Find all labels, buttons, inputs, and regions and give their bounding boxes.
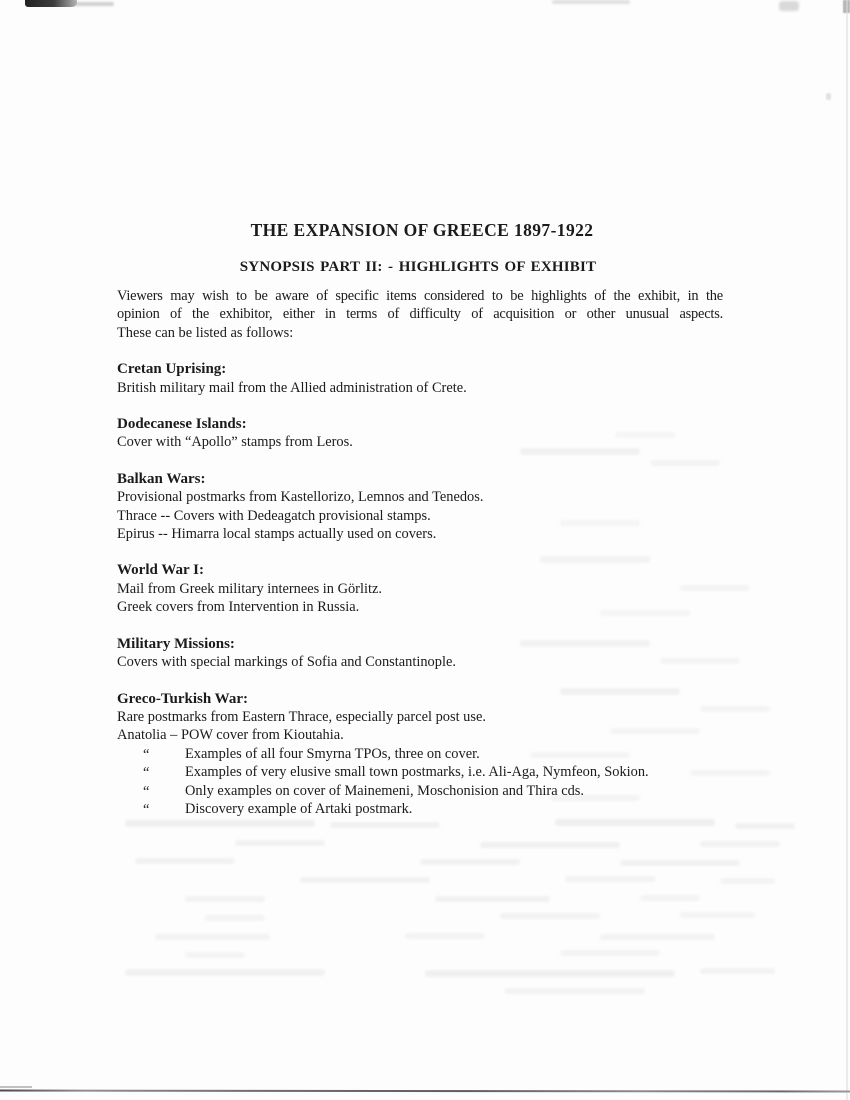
noise-fragment <box>565 876 655 882</box>
section-heading: Balkan Wars: <box>117 470 206 487</box>
section-line: Covers with special markings of Sofia and Constantinople. <box>117 654 456 671</box>
section-line: Cover with “Apollo” stamps from Leros. <box>117 434 353 451</box>
noise-fragment <box>330 822 440 828</box>
noise-fragment <box>560 950 660 956</box>
noise-fragment <box>640 895 700 901</box>
section-heading: World War I: <box>117 562 204 579</box>
section-line: Epirus -- Himarra local stamps actually used on covers. <box>117 526 437 543</box>
noise-fragment <box>155 934 270 940</box>
section-cretan-uprising <box>117 360 723 397</box>
section-military-missions <box>117 635 723 672</box>
noise-fragment <box>500 913 600 919</box>
noise-fragment <box>735 823 795 829</box>
scan-artifact-top-smudge <box>552 0 630 4</box>
scan-artifact-top-left <box>25 0 77 7</box>
section-heading: Cretan Uprising: <box>117 361 227 378</box>
section-line: British military mail from the Allied administration of Crete. <box>117 379 467 396</box>
section-dodecanese-islands <box>117 415 723 452</box>
ditto-text: Examples of all four Smyrna TPOs, three on cover. <box>185 745 480 762</box>
intro-paragraph <box>117 287 723 342</box>
ditto-line <box>117 782 723 800</box>
scan-artifact-bottom-stub <box>0 1086 32 1088</box>
document-title: THE EXPANSION OF GREECE 1897-1922 <box>250 219 594 240</box>
intro-line: opinion of the exhibitor, either in terms of difficulty of acquisition or other unusual aspects. <box>117 306 723 323</box>
noise-fragment <box>700 968 775 974</box>
ditto-text: Only examples on cover of Mainemeni, Moschonision and Thira cds. <box>185 782 584 799</box>
noise-fragment <box>680 912 755 918</box>
section-balkan-wars <box>117 470 723 544</box>
section-world-war-i <box>117 561 723 616</box>
noise-fragment <box>420 859 520 865</box>
scan-artifact-right-edge <box>846 0 848 1100</box>
intro-line: Viewers may wish to be aware of specific items considered to be highlights of the exhibit, in the <box>117 288 723 304</box>
section-line: Rare postmarks from Eastern Thrace, especially parcel post use. <box>117 708 486 725</box>
section-heading: Greco-Turkish War: <box>117 690 248 707</box>
noise-fragment <box>405 933 485 939</box>
ditto-text: Discovery example of Artaki postmark. <box>185 800 413 817</box>
noise-fragment <box>555 819 715 826</box>
noise-fragment <box>185 952 245 958</box>
noise-fragment <box>435 896 550 902</box>
ditto-mark: “ <box>143 801 150 818</box>
noise-fragment <box>505 988 645 994</box>
scan-artifact-bottom-edge <box>0 1090 850 1093</box>
noise-fragment <box>700 841 780 847</box>
intro-line: These can be listed as follows: <box>117 324 294 341</box>
scan-artifact-top-smudge <box>779 1 799 11</box>
noise-fragment <box>135 858 235 864</box>
ditto-mark: “ <box>143 746 150 763</box>
section-greco-turkish-war <box>117 690 723 819</box>
section-line: Provisional postmarks from Kastellorizo, Lemnos and Tenedos. <box>117 489 484 506</box>
section-heading: Military Missions: <box>117 635 235 652</box>
noise-fragment <box>235 840 325 846</box>
section-line: Mail from Greek military internees in Görlitz. <box>117 580 382 597</box>
ditto-text: Examples of very elusive small town postmarks, i.e. Ali-Aga, Nymfeon, Sokion. <box>185 764 649 781</box>
document-body <box>117 287 723 818</box>
section-line: Thrace -- Covers with Dedeagatch provisional stamps. <box>117 507 431 524</box>
section-line: Anatolia – POW cover from Kioutahia. <box>117 727 344 744</box>
ditto-line <box>117 745 723 763</box>
scan-artifact-dot <box>826 93 831 100</box>
noise-fragment <box>300 877 430 883</box>
document-subtitle: SYNOPSIS PART II: - HIGHLIGHTS OF EXHIBIT <box>239 259 597 276</box>
ditto-mark: “ <box>143 783 150 800</box>
ditto-line <box>117 763 723 781</box>
noise-fragment <box>480 842 620 848</box>
noise-fragment <box>205 915 265 921</box>
ditto-mark: “ <box>143 765 150 782</box>
noise-fragment <box>620 860 740 866</box>
scan-artifact-right-corner <box>843 0 850 13</box>
noise-fragment <box>425 970 675 977</box>
scan-artifact-top-left-tail <box>72 2 114 6</box>
section-heading: Dodecanese Islands: <box>117 416 247 433</box>
noise-fragment <box>600 934 715 940</box>
noise-fragment <box>185 896 265 902</box>
noise-fragment <box>720 878 775 884</box>
noise-fragment <box>125 820 315 827</box>
section-line: Greek covers from Intervention in Russia. <box>117 599 360 616</box>
noise-fragment <box>125 969 325 976</box>
ditto-line <box>117 800 723 818</box>
